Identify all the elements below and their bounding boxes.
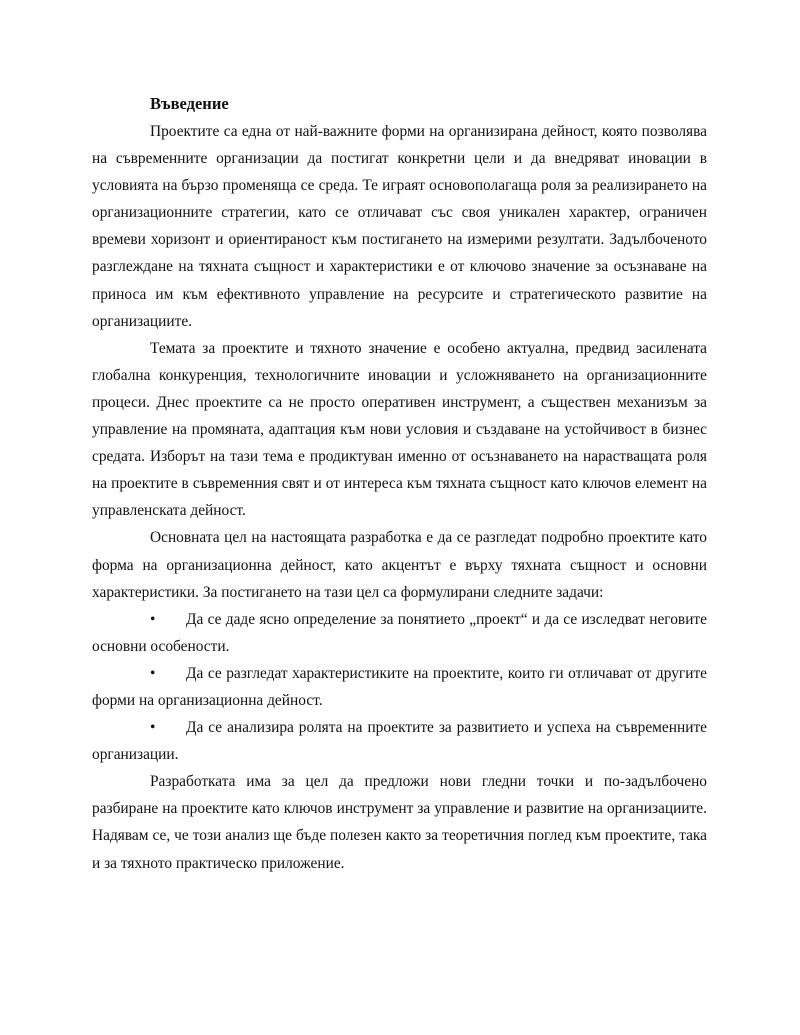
bullet-text: Да се разгледат характеристиките на проектите, които ги отличават от другите форми на организационна дейност. [92,664,707,709]
bullet-item [92,606,707,660]
bullet-item [92,714,707,768]
bullet-icon: • [150,719,156,737]
bullet-icon: • [150,610,156,628]
document-body [92,90,707,877]
bullet-text: Да се анализира ролята на проектите за развитието и успеха на съвременните организации. [92,719,707,764]
bullet-icon: • [150,664,156,682]
paragraph-relevance: Темата за проектите и тяхното значение е особено актуална, предвид засилената глобална конкуренция, технологичните иновации и усложняването на организационните процеси. Днес проектите са не просто оперативен инструмент, а съществен механизъм за управление на промяната, адаптация към нови условия и създаване на устойчивост в бизнес средата. Изборът на тази тема е продиктуван именно от осъзнаването на нарастващата роля на проектите в съвременния свят и от интереса към тяхната същност като ключов елемент на управленската дейност. [92,339,707,520]
paragraph-intro: Проектите са една от най-важните форми на организирана дейност, която позволява на съвременните организации да постигат конкретни цели и да внедряват иновации в условията на бързо променяща се среда. Те играят основополагаща роля за реализирането на организационните стратегии, като се отличават със своя уникален характер, ограничен времеви хоризонт и ориентираност към постигането на измерими резултати. Задълбоченото разглеждане на тяхната същност и характеристики е от ключово значение за осъзнаване на приноса им към ефективното управление на ресурсите и стратегическото развитие на организациите. [92,123,707,330]
paragraph-closing: Разработката има за цел да предложи нови гледни точки и по-задълбочено разбиране на проектите като ключов инструмент за управление и развитие на организациите. Надявам се, че този анализ ще бъде полезен както за теоретичния поглед към проектите, така и за тяхното практическо приложение. [92,773,707,872]
bullet-text: Да се даде ясно определение за понятието „проект“ и да се изследват неговите основни особености. [92,610,707,655]
paragraph-goal: Основната цел на настоящата разработка е да се разгледат подробно проектите като форма на организационна дейност, като акцентът е върху тяхната същност и основни характеристики. За постигането на тази цел са формулирани следните задачи: [92,529,707,601]
section-heading: Въведение [150,94,229,113]
bullet-item [92,660,707,714]
